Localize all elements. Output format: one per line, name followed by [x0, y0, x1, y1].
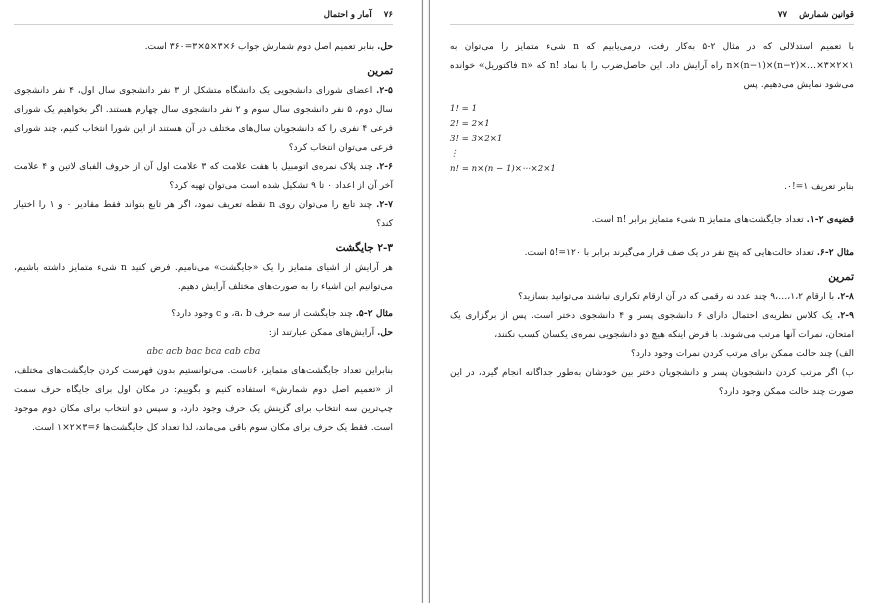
example-text: چند جایگشت از سه حرف a، b، و c وجود دارد؟: [171, 308, 356, 319]
right-header-text: قوانین شمارش: [799, 9, 854, 20]
theorem-2-1: [450, 210, 854, 229]
formula-line: n! = n×(n − 1)×⋯×2×1: [450, 164, 556, 174]
exercise-2-9: [450, 306, 854, 344]
section-heading-permutations: ۲-۳ جایگشت: [335, 242, 393, 254]
theorem-lead: قضیه‌ی ۲-۱.: [806, 214, 854, 225]
factorial-intro: با تعمیم استدلالی که در مثال ۲-۵ به‌کار رفت، درمی‌یابیم که n شیء متمایز را می‌توان به n×(n−۱)×(n−۲)×…×۳×۲×۱ راه آرایش داد. این حاصل‌ضرب را با نماد !n که «n فاکتوریل» خوانده می‌شود نمایش می‌دهیم. پس: [450, 41, 855, 90]
permutation-definition: هر آرایش از اشیای متمایز را یک «جایگشت» می‌نامیم. فرض کنید n شیء متمایز داشته باشیم، می‌توانیم این اشیاء را به صورت‌های مختلف آرایش دهیم.: [14, 262, 393, 292]
exercises-heading: تمرین: [828, 271, 854, 283]
example-2-5: [14, 304, 393, 323]
theorem-text: تعداد جایگشت‌های متمایز n شیء متمایز برابر !n است.: [591, 214, 807, 225]
formula-line: 2! = 2×1: [450, 119, 490, 129]
left-page-number: ۷۶: [383, 9, 393, 20]
example-2-6: [450, 243, 854, 262]
right-page-number: ۷۷: [777, 9, 788, 20]
exercise-2-6: [14, 157, 393, 195]
formula-line: ⋮: [450, 149, 459, 159]
exercise-text: چند تابع را می‌توان روی n نقطه تعریف نمود، اگر هر تابع بتواند فقط مقادیر ۰ و ۱ را اختیار کند؟: [14, 199, 393, 229]
formula-line: 1! = 1: [450, 104, 478, 114]
solution-lead: حل.: [377, 41, 393, 52]
left-header-title: [324, 6, 393, 25]
exercise-2-9-part-b: ب) اگر مرتب کردن دانشجویان پسر و دانشجویان دختر بین خودشان به‌طور جداگانه انجام گیرد، در این صورت چند حالت ممکن وجود دارد؟: [450, 367, 854, 397]
factorial-formulas: [450, 102, 854, 177]
exercise-text: اعضای شورای دانشجویی یک دانشگاه متشکل از ۳ نفر دانشجوی سال اول، ۴ نفر دانشجوی سال دوم، ۵ نفر دانشجوی سال سوم و ۲ نفر دانشجوی سال چهارم هستند. اگر بخواهیم یک شورای فرعی ۴ نفری را که دانشجویان سال‌های مختلف در آن هستند از این شورا انتخاب کنیم، چند شورای فرعی می‌توان انتخاب کرد؟: [14, 85, 393, 153]
left-page: [0, 0, 421, 603]
exercise-number: ۲-۷.: [376, 199, 394, 210]
gutter-line-left: [422, 0, 423, 603]
example-lead: مثال ۲-۶.: [816, 247, 854, 258]
permutation-explanation: بنابراین تعداد جایگشت‌های متمایز، ۶تاست. می‌توانستیم بدون فهرست کردن جایگشت‌های مختلف، از «تعمیم اصل دوم شمارش» استفاده کنیم و بگوییم: در مکان اول برای جایگاه حرف سمت چپ‌ترین سه انتخاب برای گزینش یک حرف وجود دارد، و سپس دو انتخاب برای مکان دوم موجود است. فقط یک حرف برای مکان سوم باقی می‌ماند، لذا تعداد کل جایگشت‌ها ۶=۳×۲×۱ است.: [14, 365, 394, 433]
permutation-list: abc acb bac bca cab cba: [146, 346, 261, 357]
exercise-number: ۲-۹.: [837, 310, 855, 321]
exercise-2-5: [14, 81, 393, 157]
example-solution: [14, 323, 393, 342]
exercise-text: یک کلاس نظریه‌ی احتمال دارای ۶ دانشجوی پسر و ۴ دانشجوی دختر است. پس از برگزاری یک امتحان، نمرات آنها مرتب می‌شوند. با فرض اینکه هیچ دو دانشجویی نمره‌ی یکسان کسب نکنند،: [450, 310, 854, 340]
exercise-number: ۲-۵.: [376, 85, 393, 96]
solution-text: آرایش‌های ممکن عبارتند از:: [268, 327, 378, 338]
solution-text: بنابر تعمیم اصل دوم شمارش جواب ۶×۳×۵×۳=۳۶۰ است.: [144, 41, 378, 52]
exercise-2-9-part-a: الف) چند حالت ممکن برای مرتب کردن نمرات وجود دارد؟: [631, 348, 854, 359]
example-text: تعداد حالت‌هایی که پنج نفر در یک صف قرار می‌گیرند برابر با ۱۲۰=!۵ است.: [524, 247, 817, 258]
right-header-title: [778, 6, 854, 25]
exercises-heading: تمرین: [367, 65, 393, 77]
solution-lead: حل.: [377, 327, 393, 338]
left-header-text: آمار و احتمال: [323, 9, 372, 20]
example-lead: مثال ۲-۵.: [355, 308, 393, 319]
exercise-2-7: [14, 195, 393, 233]
right-page: [430, 0, 884, 603]
exercise-2-8: [450, 287, 854, 306]
solution-paragraph: [14, 37, 393, 56]
right-page-header: [450, 6, 854, 25]
exercise-number: ۲-۸.: [837, 291, 854, 302]
left-page-header: [14, 6, 393, 25]
exercise-text: با ارقام ۱،۲،…،۹ چند عدد نه رقمی که در آن ارقام تکراری نباشند می‌توانید بسازید؟: [518, 291, 838, 302]
exercise-text: چند پلاک نمره‌ی اتومبیل با هفت علامت که ۳ علامت اول آن از حروف الفبای لاتین و ۴ علامت آخر آن از اعداد ۰ تا ۹ تشکیل شده است می‌توان تهیه کرد؟: [14, 161, 393, 191]
formula-line: 3! = 3×2×1: [450, 134, 503, 144]
exercise-number: ۲-۶.: [376, 161, 393, 172]
zero-factorial-definition: بنابر تعریف ۱=!۰.: [784, 181, 854, 192]
